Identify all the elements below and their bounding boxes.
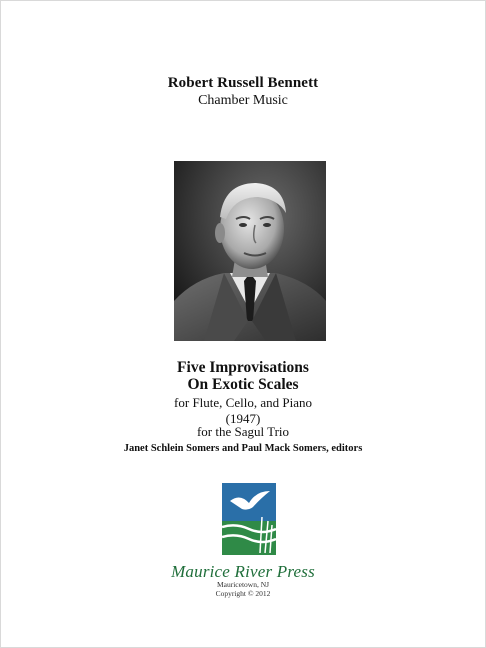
collection-title: Chamber Music bbox=[198, 93, 288, 108]
bird-over-water-logo bbox=[222, 483, 276, 555]
dedication: for the Sagul Trio bbox=[196, 424, 290, 439]
instrumentation: for Flute, Cello, and Piano bbox=[174, 395, 312, 410]
portrait-illustration bbox=[174, 161, 326, 341]
composition-year: (1947) bbox=[225, 411, 261, 426]
copyright-notice: Copyright © 2012 bbox=[215, 589, 271, 598]
portrait-photo bbox=[174, 161, 326, 341]
work-title-line1: Five Improvisations bbox=[177, 359, 309, 376]
publisher-logo-icon bbox=[222, 483, 276, 555]
publisher-location: Mauricetown, NJ bbox=[216, 580, 270, 589]
composer-name: Robert Russell Bennett bbox=[167, 75, 319, 91]
work-title-line2: On Exotic Scales bbox=[187, 376, 299, 393]
publisher-name: Maurice River Press bbox=[171, 562, 315, 581]
editors-credit: Janet Schlein Somers and Paul Mack Somers, editors bbox=[123, 443, 363, 454]
